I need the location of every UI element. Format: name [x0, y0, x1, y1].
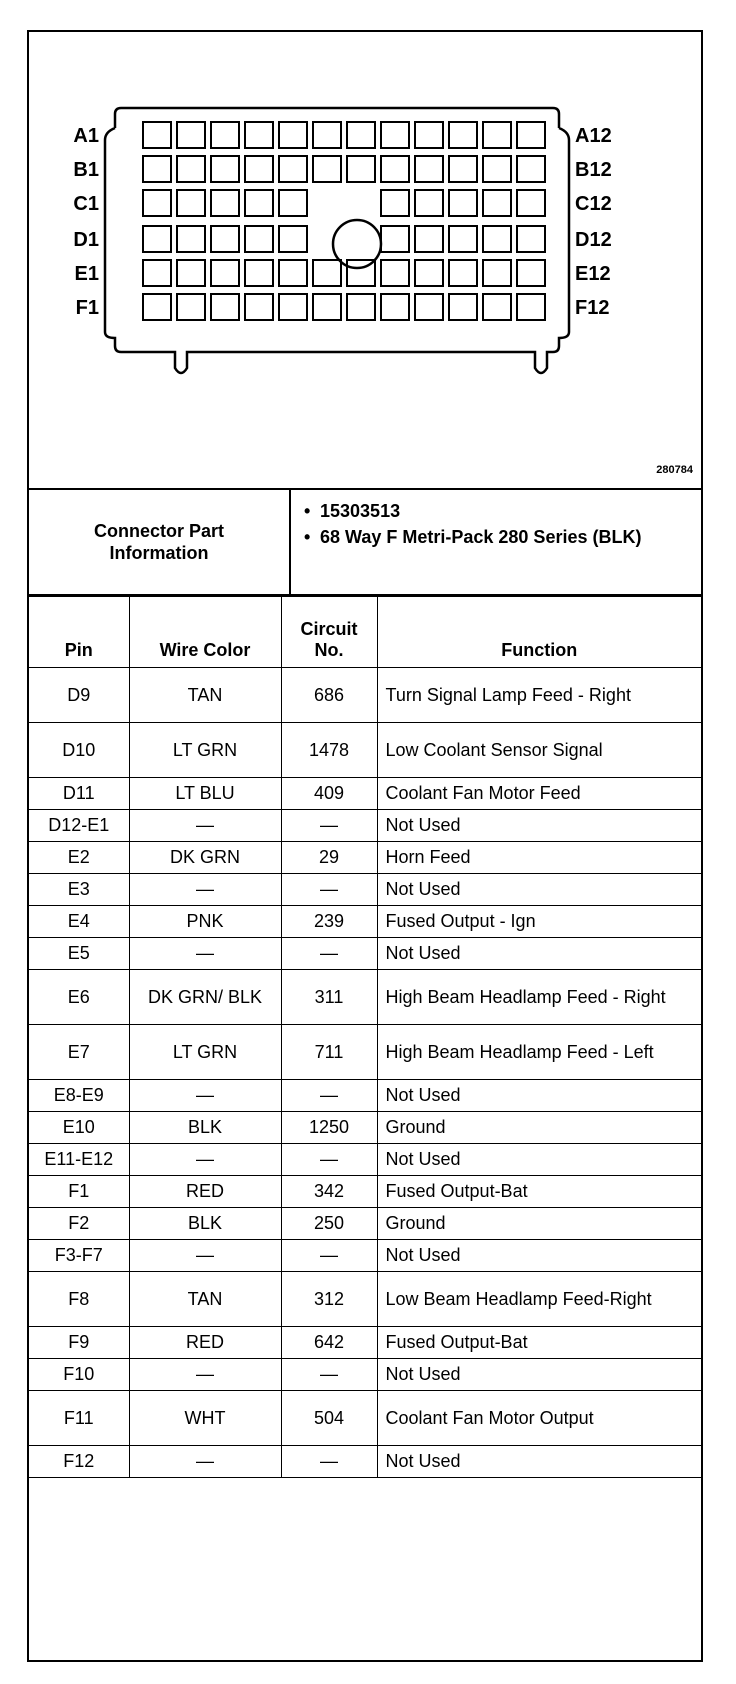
wire-color-cell: —	[129, 938, 281, 970]
pin-cavity	[177, 260, 205, 286]
pin-cell: F1	[29, 1176, 129, 1208]
wire-color-cell: LT GRN	[129, 1025, 281, 1080]
pin-cell: D11	[29, 778, 129, 810]
part-number: • 15303513	[304, 500, 694, 522]
pin-cavity	[517, 226, 545, 252]
table-row	[29, 1272, 701, 1327]
header-wire-color: Wire Color	[129, 597, 281, 668]
pin-cavity	[279, 294, 307, 320]
pin-cell: E7	[29, 1025, 129, 1080]
wire-color-cell: DK GRN	[129, 842, 281, 874]
circuit-cell: 711	[281, 1025, 377, 1080]
pin-cavity	[483, 156, 511, 182]
wire-color-cell: —	[129, 1080, 281, 1112]
pin-cell: F2	[29, 1208, 129, 1240]
table-header-row	[29, 597, 701, 668]
row-label-right: C12	[575, 193, 612, 215]
wire-color-cell: LT GRN	[129, 723, 281, 778]
circuit-cell: —	[281, 1240, 377, 1272]
pin-cell: E10	[29, 1112, 129, 1144]
row-label-left: D1	[73, 229, 99, 251]
pin-cavity	[279, 260, 307, 286]
pin-cavity	[211, 226, 239, 252]
pin-cavity	[245, 260, 273, 286]
pin-cavity	[381, 226, 409, 252]
function-cell: Coolant Fan Motor Output	[377, 1391, 701, 1446]
pin-cell: E8-E9	[29, 1080, 129, 1112]
table-row	[29, 1359, 701, 1391]
row-label-left: C1	[73, 193, 99, 215]
pin-cavity	[279, 122, 307, 148]
wire-color-cell: WHT	[129, 1391, 281, 1446]
wire-color-cell: RED	[129, 1176, 281, 1208]
pin-cavity	[211, 122, 239, 148]
pin-cavity	[143, 190, 171, 216]
table-row	[29, 1446, 701, 1478]
table-row	[29, 1240, 701, 1272]
pin-cavity	[347, 294, 375, 320]
table-row	[29, 1208, 701, 1240]
pin-cavity	[347, 122, 375, 148]
table-row	[29, 842, 701, 874]
table-row	[29, 1327, 701, 1359]
pin-cavity	[381, 156, 409, 182]
figure-id: 280784	[656, 464, 693, 476]
pin-cavity	[381, 190, 409, 216]
connector-part-info	[29, 490, 701, 596]
pin-cell: F3-F7	[29, 1240, 129, 1272]
row-label-right: D12	[575, 229, 612, 251]
wire-color-cell: DK GRN/ BLK	[129, 970, 281, 1025]
wire-color-cell: —	[129, 1446, 281, 1478]
pin-cavity	[143, 226, 171, 252]
row-label-left: A1	[73, 125, 99, 147]
pin-cavity	[517, 156, 545, 182]
wire-color-cell: PNK	[129, 906, 281, 938]
connector-sheet	[27, 30, 703, 1662]
circuit-cell: 409	[281, 778, 377, 810]
pin-cavity	[483, 122, 511, 148]
wire-color-cell: —	[129, 1240, 281, 1272]
pin-cell: F10	[29, 1359, 129, 1391]
row-label-right: B12	[575, 159, 612, 181]
connector-diagram	[29, 32, 701, 490]
pin-cavity	[177, 122, 205, 148]
pin-cavity	[415, 294, 443, 320]
table-row	[29, 1144, 701, 1176]
pin-cavity	[245, 190, 273, 216]
function-cell: Ground	[377, 1112, 701, 1144]
circuit-cell: —	[281, 1144, 377, 1176]
wire-color-cell: —	[129, 1359, 281, 1391]
pin-cavity	[415, 260, 443, 286]
pin-cavity	[517, 122, 545, 148]
wire-color-cell: BLK	[129, 1112, 281, 1144]
table-row	[29, 778, 701, 810]
table-row	[29, 938, 701, 970]
pin-cavity	[211, 156, 239, 182]
pin-cavity	[483, 190, 511, 216]
table-row	[29, 668, 701, 723]
pin-cavity	[313, 260, 341, 286]
function-cell: Ground	[377, 1208, 701, 1240]
circuit-cell: —	[281, 874, 377, 906]
function-cell: Fused Output-Bat	[377, 1327, 701, 1359]
row-label-right: F12	[575, 297, 610, 319]
connector-face-drawing	[29, 32, 701, 488]
right-row-labels	[575, 125, 612, 319]
table-row	[29, 1080, 701, 1112]
wire-color-cell: TAN	[129, 668, 281, 723]
pin-cavity	[347, 156, 375, 182]
table-row	[29, 874, 701, 906]
wire-color-cell: —	[129, 874, 281, 906]
pin-cavity	[381, 122, 409, 148]
table-row	[29, 810, 701, 842]
pin-cell: D9	[29, 668, 129, 723]
table-row	[29, 970, 701, 1025]
pin-cavity	[483, 260, 511, 286]
pin-cavity	[313, 156, 341, 182]
pin-cavity	[279, 156, 307, 182]
pin-cavity	[313, 294, 341, 320]
pin-cavity	[177, 156, 205, 182]
pin-cavity	[177, 294, 205, 320]
pin-cell: F8	[29, 1272, 129, 1327]
table-row	[29, 1176, 701, 1208]
function-cell: Not Used	[377, 1144, 701, 1176]
circuit-cell: 504	[281, 1391, 377, 1446]
wire-color-cell: —	[129, 1144, 281, 1176]
pin-cell: F9	[29, 1327, 129, 1359]
pin-cavity	[449, 294, 477, 320]
pin-cavity	[415, 122, 443, 148]
function-cell: Coolant Fan Motor Feed	[377, 778, 701, 810]
pin-cell: E2	[29, 842, 129, 874]
pin-cavity	[143, 156, 171, 182]
circuit-cell: —	[281, 1359, 377, 1391]
pin-cavity	[143, 122, 171, 148]
pin-cavity	[245, 226, 273, 252]
pin-cavity	[211, 294, 239, 320]
function-cell: Not Used	[377, 1359, 701, 1391]
left-row-labels	[73, 125, 99, 319]
header-pin: Pin	[29, 597, 129, 668]
circuit-cell: 1478	[281, 723, 377, 778]
wire-color-cell: RED	[129, 1327, 281, 1359]
function-cell: High Beam Headlamp Feed - Right	[377, 970, 701, 1025]
table-row	[29, 1391, 701, 1446]
circuit-cell: —	[281, 810, 377, 842]
pin-cavity	[483, 294, 511, 320]
pin-cell: E11-E12	[29, 1144, 129, 1176]
function-cell: Not Used	[377, 1240, 701, 1272]
circuit-cell: 642	[281, 1327, 377, 1359]
function-cell: Low Coolant Sensor Signal	[377, 723, 701, 778]
table-row	[29, 1025, 701, 1080]
row-label-left: E1	[74, 263, 99, 285]
part-info-label: Connector Part Information	[29, 490, 291, 594]
table-row	[29, 1112, 701, 1144]
function-cell: Not Used	[377, 1446, 701, 1478]
pin-cavity	[517, 260, 545, 286]
connector-description: • 68 Way F Metri-Pack 280 Series (BLK)	[304, 526, 694, 548]
row-label-left: B1	[73, 159, 99, 181]
circuit-cell: —	[281, 938, 377, 970]
pin-cell: D10	[29, 723, 129, 778]
pin-cell: E4	[29, 906, 129, 938]
pin-cell: F12	[29, 1446, 129, 1478]
wire-color-cell: BLK	[129, 1208, 281, 1240]
function-cell: Turn Signal Lamp Feed - Right	[377, 668, 701, 723]
row-label-left: F1	[75, 297, 99, 319]
pin-cavity	[177, 226, 205, 252]
pin-rows	[29, 668, 701, 1478]
pin-cavity	[517, 294, 545, 320]
pin-cell: F11	[29, 1391, 129, 1446]
pin-cell: E5	[29, 938, 129, 970]
part-info-list	[304, 500, 694, 552]
pin-cavity	[449, 156, 477, 182]
pin-cavity	[245, 156, 273, 182]
pin-cavity	[381, 260, 409, 286]
circuit-cell: —	[281, 1080, 377, 1112]
table-row	[29, 723, 701, 778]
circuit-cell: 312	[281, 1272, 377, 1327]
pin-cavity	[449, 260, 477, 286]
pin-cavity	[143, 260, 171, 286]
function-cell: Fused Output - Ign	[377, 906, 701, 938]
circuit-cell: —	[281, 1446, 377, 1478]
function-cell: Not Used	[377, 1080, 701, 1112]
pin-cavity	[211, 190, 239, 216]
pin-cavity	[449, 190, 477, 216]
header-function: Function	[377, 597, 701, 668]
function-cell: Low Beam Headlamp Feed-Right	[377, 1272, 701, 1327]
pin-cavity	[245, 294, 273, 320]
pin-cavity	[279, 226, 307, 252]
pin-cavity	[449, 122, 477, 148]
wire-color-cell: —	[129, 810, 281, 842]
pin-cavity	[211, 260, 239, 286]
function-cell: Fused Output-Bat	[377, 1176, 701, 1208]
circuit-cell: 311	[281, 970, 377, 1025]
pin-cell: D12-E1	[29, 810, 129, 842]
pin-cell: E6	[29, 970, 129, 1025]
pin-cavity	[279, 190, 307, 216]
wire-color-cell: TAN	[129, 1272, 281, 1327]
row-label-right: A12	[575, 125, 612, 147]
pin-table	[29, 596, 701, 1478]
function-cell: Not Used	[377, 938, 701, 970]
circuit-cell: 342	[281, 1176, 377, 1208]
pin-cavity	[415, 190, 443, 216]
header-circuit-no: Circuit No.	[281, 597, 377, 668]
wire-color-cell: LT BLU	[129, 778, 281, 810]
circuit-cell: 239	[281, 906, 377, 938]
pin-cavity	[381, 294, 409, 320]
function-cell: Not Used	[377, 810, 701, 842]
circuit-cell: 29	[281, 842, 377, 874]
pin-cavity-grid	[143, 122, 545, 320]
circuit-cell: 1250	[281, 1112, 377, 1144]
pin-cavity	[415, 226, 443, 252]
pin-cavity	[415, 156, 443, 182]
pin-cavity	[177, 190, 205, 216]
pin-cavity	[517, 190, 545, 216]
pin-cell: E3	[29, 874, 129, 906]
row-label-right: E12	[575, 263, 611, 285]
table-row	[29, 906, 701, 938]
pin-cavity	[449, 226, 477, 252]
pin-cavity	[245, 122, 273, 148]
pin-cavity	[483, 226, 511, 252]
circuit-cell: 686	[281, 668, 377, 723]
function-cell: Horn Feed	[377, 842, 701, 874]
function-cell: High Beam Headlamp Feed - Left	[377, 1025, 701, 1080]
pin-cavity	[143, 294, 171, 320]
function-cell: Not Used	[377, 874, 701, 906]
pin-cavity	[313, 122, 341, 148]
circuit-cell: 250	[281, 1208, 377, 1240]
